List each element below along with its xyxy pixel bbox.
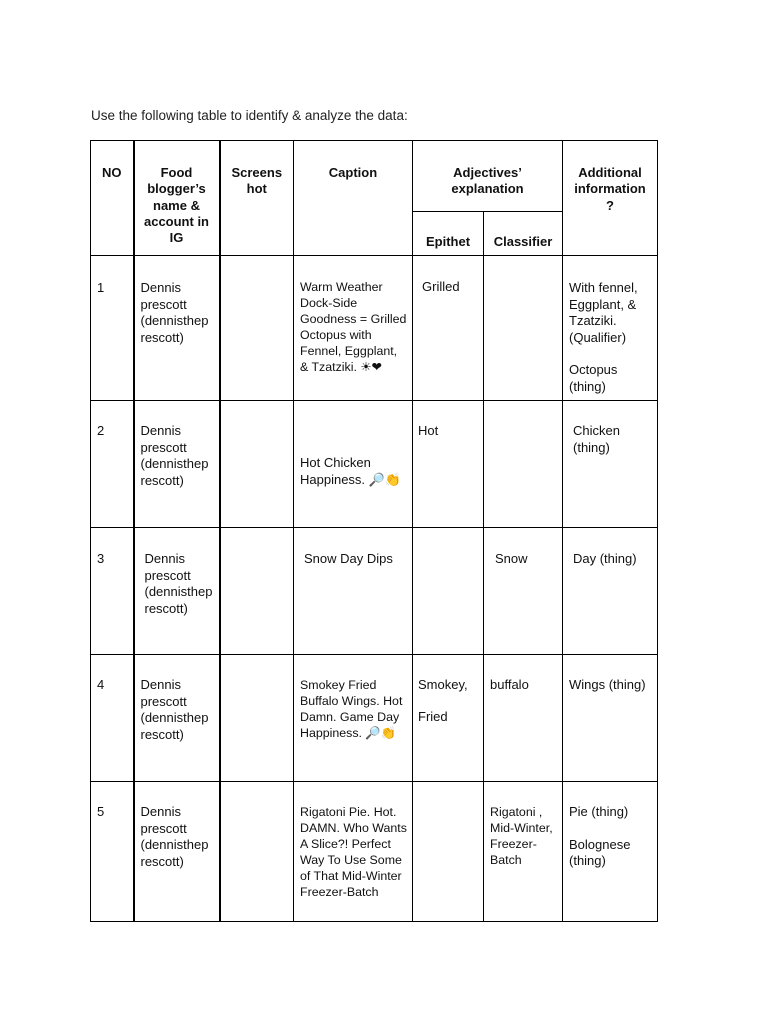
row-no: 5 xyxy=(91,782,134,922)
row-blogger: Dennis prescott (dennisthep rescott) xyxy=(134,401,220,528)
table-row xyxy=(91,782,658,922)
row-no: 1 xyxy=(91,256,134,401)
additional-thing: Octopus (thing) xyxy=(569,362,618,394)
table-row xyxy=(91,401,658,528)
header-blogger: Food blogger’s name & account in IG xyxy=(134,141,220,256)
row-additional: Chicken (thing) xyxy=(563,401,658,528)
row-no: 4 xyxy=(91,655,134,782)
row-additional: Day (thing) xyxy=(563,528,658,655)
row-caption: Rigatoni Pie. Hot. DAMN. Who Wants A Slice?! Perfect Way To Use Some of That Mid-Winter Freezer-Batch xyxy=(294,782,413,922)
header-epithet: Epithet xyxy=(413,212,484,256)
row-screenshot xyxy=(220,256,294,401)
intro-text: Use the following table to identify & analyze the data: xyxy=(91,108,408,123)
row-blogger: Dennis prescott (dennisthep rescott) xyxy=(134,528,220,655)
row-classifier: Snow xyxy=(484,528,563,655)
row-no: 3 xyxy=(91,528,134,655)
epithet-smokey: Smokey, xyxy=(418,677,468,692)
row-epithet xyxy=(413,528,484,655)
row-caption: Smokey Fried Buffalo Wings. Hot Damn. Game Day Happiness. 🔎👏 xyxy=(294,655,413,782)
header-additional: Additional information ? xyxy=(563,141,658,256)
row-classifier: Rigatoni , Mid-Winter, Freezer-Batch xyxy=(484,782,563,922)
epithet-fried: Fried xyxy=(418,708,448,724)
row-screenshot xyxy=(220,655,294,782)
header-adjectives: Adjectives’ explanation xyxy=(413,141,563,212)
row-screenshot xyxy=(220,528,294,655)
row-screenshot xyxy=(220,782,294,922)
additional-thing: Pie (thing) xyxy=(569,804,629,819)
row-caption: Snow Day Dips xyxy=(294,528,413,655)
additional-qualifier: With fennel, Eggplant, & Tzatziki. (Qualifier) xyxy=(569,280,638,345)
row-additional: Wings (thing) xyxy=(563,655,658,782)
row-classifier xyxy=(484,256,563,401)
row-caption: Warm Weather Dock-Side Goodness = Grilled Octopus with Fennel, Eggplant, & Tzatziki. ☀❤ xyxy=(294,256,413,401)
row-epithet xyxy=(413,655,484,782)
row-epithet: Grilled xyxy=(413,256,484,401)
row-additional xyxy=(563,256,658,401)
row-blogger: Dennis prescott (dennisthep rescott) xyxy=(134,655,220,782)
table-row xyxy=(91,655,658,782)
row-caption: Hot Chicken Happiness. 🔎👏 xyxy=(294,401,413,528)
row-epithet xyxy=(413,782,484,922)
row-blogger: Dennis prescott (dennisthep rescott) xyxy=(134,256,220,401)
header-caption: Caption xyxy=(294,141,413,256)
row-screenshot xyxy=(220,401,294,528)
row-additional xyxy=(563,782,658,922)
row-no: 2 xyxy=(91,401,134,528)
header-row xyxy=(91,141,658,212)
table-row xyxy=(91,528,658,655)
header-classifier: Classifier xyxy=(484,212,563,256)
row-epithet: Hot xyxy=(413,401,484,528)
row-classifier xyxy=(484,401,563,528)
row-blogger: Dennis prescott (dennisthep rescott) xyxy=(134,782,220,922)
header-no: NO xyxy=(91,141,134,256)
header-screenshot: Screens hot xyxy=(220,141,294,256)
row-classifier: buffalo xyxy=(484,655,563,782)
table-row xyxy=(91,256,658,401)
additional-thing-2: Bolognese (thing) xyxy=(569,836,631,868)
data-table xyxy=(90,140,658,922)
